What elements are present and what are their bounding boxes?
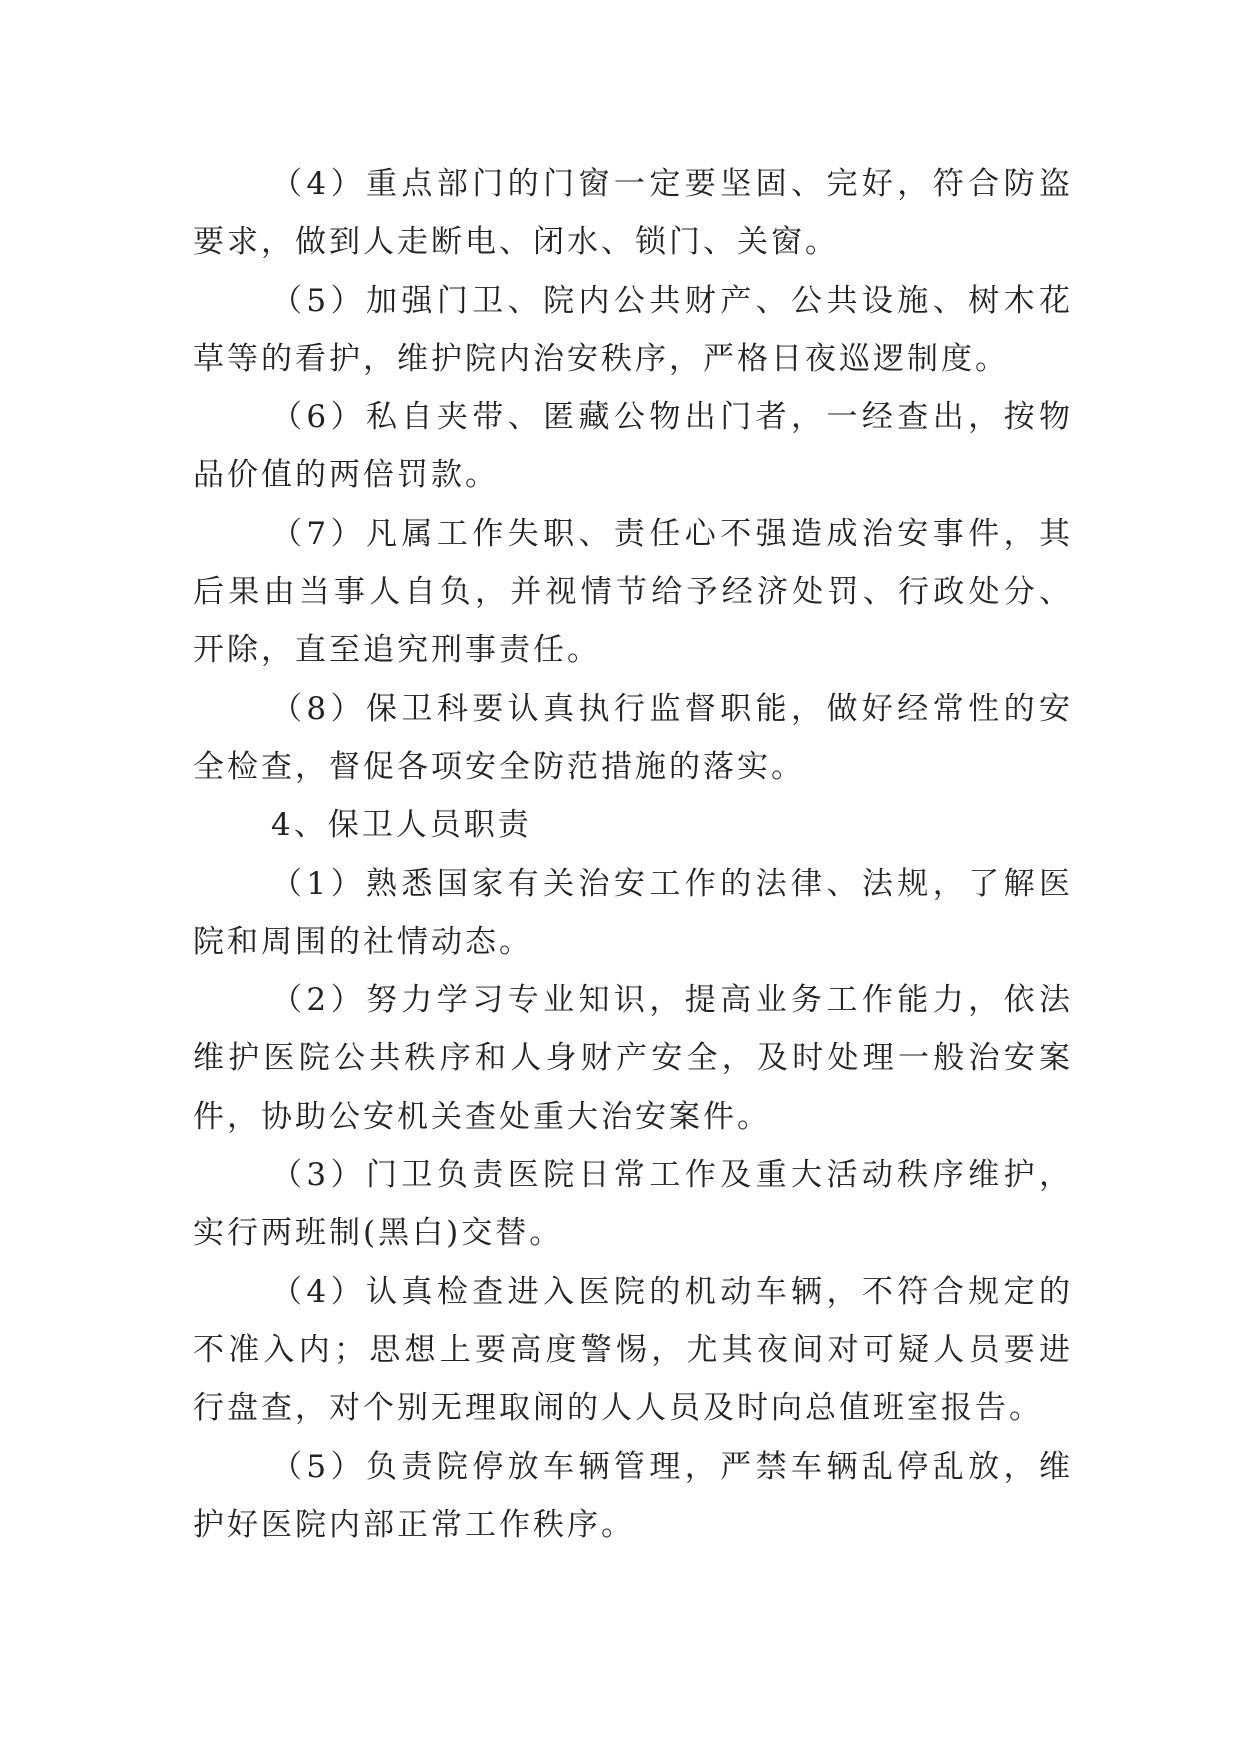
paragraph-item-5-patrol: （5）加强门卫、院内公共财产、公共设施、树木花草等的看护，维护院内治安秩序，严格日夜巡逻制度。	[193, 282, 1073, 377]
paragraph-item-4-doors-windows: （4）重点部门的门窗一定要坚固、完好，符合防盗要求，做到人走断电、闭水、锁门、关窗。	[193, 166, 1073, 261]
duty-item-2: （2）努力学习专业知识，提高业务工作能力，依法维护医院公共秩序和人身财产安全，及时处理一般治安案件，协助公安机关查处重大治安案件。	[193, 982, 1073, 1135]
duty-item-3: （3）门卫负责医院日常工作及重大活动秩序维护，实行两班制(黑白)交替。	[193, 1157, 1073, 1252]
paragraph-item-7-liability: （7）凡属工作失职、责任心不强造成治安事件，其后果由当事人自负，并视情节给予经济处罚、行政处分、开除，直至追究刑事责任。	[193, 515, 1073, 669]
paragraph-item-6-penalty: （6）私自夹带、匿藏公物出门者，一经查出，按物品价值的两倍罚款。	[193, 399, 1073, 494]
paragraph-item-8-inspection: （8）保卫科要认真执行监督职能，做好经常性的安全检查，督促各项安全防范措施的落实。	[193, 690, 1073, 785]
section-heading-security-duties: 4、保卫人员职责	[271, 807, 532, 844]
document-body	[193, 155, 1073, 1554]
duty-item-1: （1）熟悉国家有关治安工作的法律、法规，了解医院和周围的社情动态。	[193, 865, 1073, 960]
duty-item-5: （5）负责院停放车辆管理，严禁车辆乱停乱放，维护好医院内部正常工作秩序。	[193, 1448, 1073, 1543]
duty-item-4: （4）认真检查进入医院的机动车辆，不符合规定的不准入内；思想上要高度警惕，尤其夜间对可疑人员要进行盘查，对个别无理取闹的人人员及时向总值班室报告。	[193, 1273, 1073, 1427]
